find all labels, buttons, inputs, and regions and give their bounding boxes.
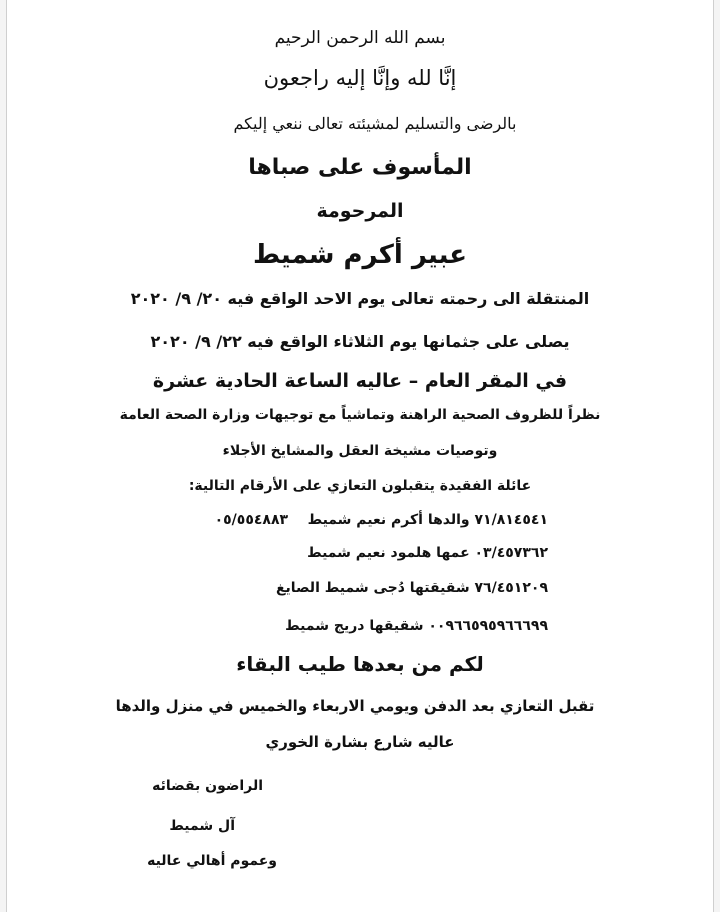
- contact-number: ٠٣/٤٥٧٣٦٢: [474, 545, 548, 561]
- signature-line-3: وعموم أهالي عاليه: [147, 853, 277, 869]
- heading-line-1: المأسوف على صباها: [248, 155, 472, 180]
- passing-date: المنتقلة الى رحمته تعالى يوم الاحد الواقع فيه ٢٠/ ٩/ ٢٠٢٠: [130, 289, 590, 308]
- intro-text: بالرضى والتسليم لمشيئته تعالى ننعي إليكم: [233, 114, 517, 133]
- contact-row: [276, 580, 548, 597]
- heading-line-2: المرحومة: [316, 200, 404, 222]
- notice-line-3: عائلة الفقيدة يتقبلون التعازي على الأرقام التالية:: [188, 478, 532, 494]
- contact-label: شقيقتها دُجى شميط الصايغ: [275, 580, 470, 596]
- basmala: بسم الله الرحمن الرحيم: [274, 28, 446, 48]
- contact-label: عمها هلمود نعيم شميط: [307, 545, 470, 561]
- obituary-page: [6, 0, 714, 912]
- closing-wish: لكم من بعدها طيب البقاء: [236, 652, 484, 676]
- prayer-location: في المقر العام – عاليه الساعة الحادية عشرة: [152, 370, 568, 392]
- contact-number: ٠٠٩٦٦٥٩٥٩٦٦٦٩٩: [428, 618, 548, 634]
- contact-number: ٧٦/٤٥١٢٠٩: [474, 580, 548, 596]
- signature-line-1: الراضون بقضائه: [152, 778, 263, 794]
- quran-verse: إنَّا لله وإنَّا إليه راجعون: [263, 66, 457, 90]
- prayer-date: يصلى على جثمانها يوم الثلاثاء الواقع فيه ٢٢/ ٩/ ٢٠٢٠: [150, 332, 570, 351]
- notice-line-1: نظراً للظروف الصحية الراهنة وتماشياً مع توجيهات وزارة الصحة العامة: [119, 407, 601, 423]
- contact-number: ٧١/٨١٤٥٤١: [474, 512, 548, 528]
- contact-label: شقيقها دريج شميط: [285, 618, 424, 634]
- contact-row: [215, 512, 548, 529]
- contact-number-alt: ٠٥/٥٥٤٨٨٣: [214, 512, 289, 528]
- signature-line-2: آل شميط: [169, 818, 235, 834]
- deceased-name: عبير أكرم شميط: [253, 240, 467, 270]
- condolence-line-1: تقبل التعازي بعد الدفن ويومي الاربعاء والخميس في منزل والدها: [115, 697, 595, 715]
- notice-line-2: وتوصيات مشيخة العقل والمشايخ الأجلاء: [222, 443, 498, 459]
- contact-row: [307, 545, 548, 562]
- contact-row: [285, 618, 548, 635]
- condolence-line-2: عاليه شارع بشارة الخوري: [265, 733, 455, 751]
- contact-label: والدها أكرم نعيم شميط: [307, 512, 470, 528]
